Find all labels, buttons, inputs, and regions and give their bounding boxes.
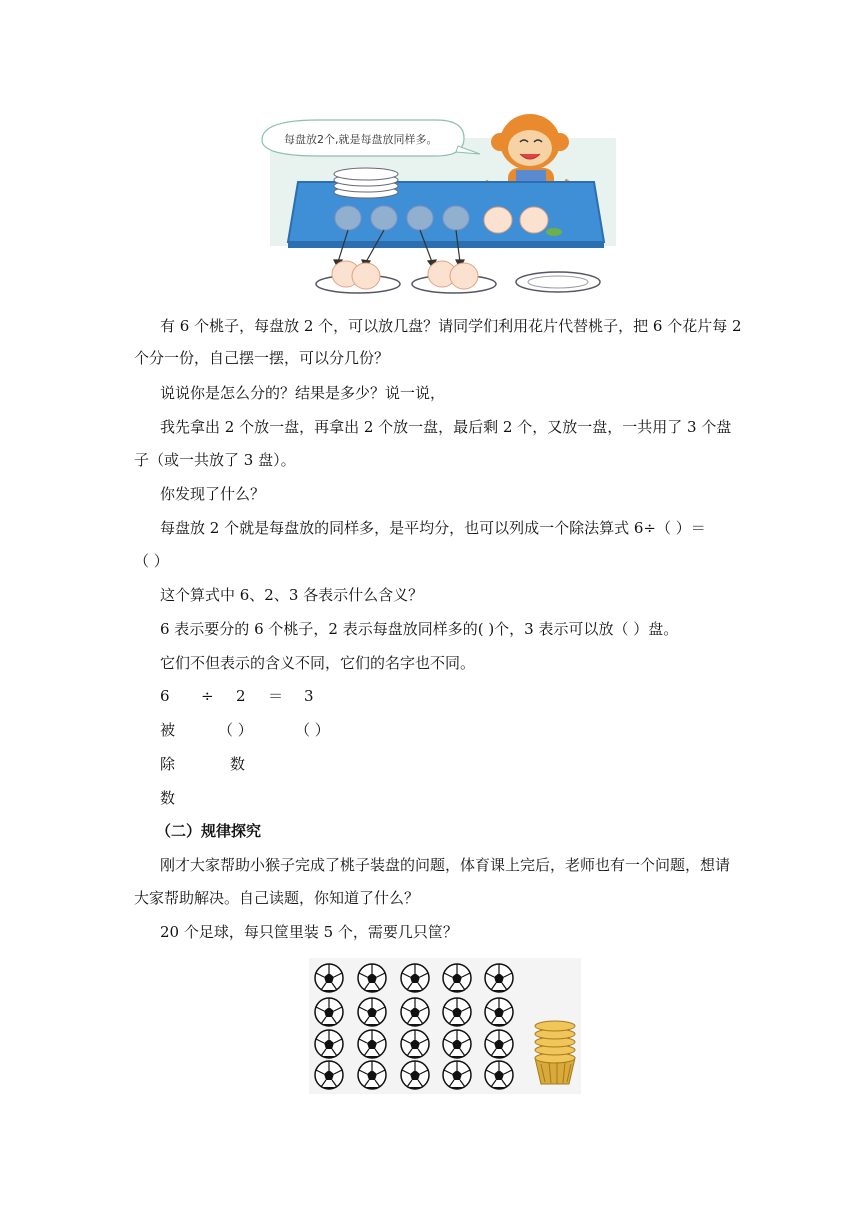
soccer-ball-icon	[358, 1030, 386, 1059]
name-divisor-blank: （ ）	[218, 721, 253, 739]
equation-dividend: 6	[160, 687, 170, 705]
name-quotient-blank: （ ）	[295, 721, 330, 739]
paragraph-9-line2: 大家帮助解决。自己读题，你知道了什么？	[134, 889, 420, 907]
paragraph-4: 你发现了什么？	[160, 485, 266, 503]
soccer-ball-icon	[443, 1061, 471, 1090]
plate-with-peaches-2	[412, 261, 496, 293]
name-dividend-char3: 数	[160, 789, 176, 807]
paragraph-8: 它们不但表示的含义不同，它们的名字也不同。	[160, 654, 476, 672]
soccer-ball-icon	[443, 1030, 471, 1059]
monkey-peaches-illustration	[258, 102, 620, 298]
soccer-ball-icon	[485, 1030, 513, 1059]
equation-divide-sign: ÷	[201, 687, 214, 705]
paragraph-3-line1: 我先拿出 2 个放一盘，再拿出 2 个放一盘，最后剩 2 个，又放一盘，一共用了 3 个盘	[160, 418, 732, 436]
soccer-ball-icon	[401, 1030, 429, 1059]
equation-divisor: 2	[236, 687, 246, 705]
name-dividend-char1: 被	[160, 721, 176, 739]
soccer-balls-illustration	[309, 958, 581, 1094]
soccer-ball-icon	[315, 998, 343, 1027]
soccer-ball-icon	[485, 998, 513, 1027]
soccer-ball-icon	[401, 1061, 429, 1090]
paragraph-9-line1: 刚才大家帮助小猴子完成了桃子装盘的问题，体育课上完后，老师也有一个问题，想请	[160, 856, 731, 874]
soccer-ball-icon	[358, 964, 386, 993]
paragraph-3-line2: 子（或一共放了 3 盘）。	[134, 451, 296, 469]
section-heading: （二）规律探究	[156, 822, 262, 840]
soccer-ball-icon	[401, 964, 429, 993]
soccer-ball-icon	[315, 1030, 343, 1059]
plate-stack-icon	[334, 168, 398, 198]
plate-with-peaches-1	[316, 261, 400, 293]
soccer-ball-icon	[443, 964, 471, 993]
paragraph-1-line2: 个分一份，自己摆一摆，可以分几份？	[134, 349, 390, 367]
soccer-ball-icon	[401, 998, 429, 1027]
soccer-ball-icon	[485, 964, 513, 993]
name-dividend-char2: 除	[160, 755, 176, 773]
empty-plate	[516, 272, 600, 292]
soccer-ball-icon	[485, 1061, 513, 1090]
soccer-ball-icon	[443, 998, 471, 1027]
paragraph-6: 这个算式中 6、2、3 各表示什么含义？	[160, 586, 424, 604]
paragraph-5-line1: 每盘放 2 个就是每盘放的同样多，是平均分，也可以列成一个除法算式 6÷（ ）＝	[160, 519, 706, 537]
basket-stack-icon	[535, 1021, 575, 1084]
paragraph-10: 20 个足球，每只筐里装 5 个，需要几只筐？	[160, 923, 458, 941]
paragraph-5-line2: （ ）	[134, 552, 169, 570]
soccer-ball-icon	[315, 1061, 343, 1090]
speech-bubble-text: 每盘放2个,就是每盘放同样多。	[284, 133, 438, 146]
name-divisor-char: 数	[230, 755, 246, 773]
soccer-ball-icon	[358, 998, 386, 1027]
soccer-ball-icon	[315, 964, 343, 993]
paragraph-7: 6 表示要分的 6 个桃子，2 表示每盘放同样多的( )个，3 表示可以放（ ）盘。	[160, 620, 679, 638]
soccer-ball-icon	[358, 1061, 386, 1090]
paragraph-2: 说说你是怎么分的？结果是多少？说一说，	[160, 384, 446, 402]
paragraph-1-line1: 有 6 个桃子，每盘放 2 个，可以放几盘？请同学们利用花片代替桃子，把 6 个花片每 2	[160, 317, 742, 335]
equation-equals-sign: ＝	[268, 687, 284, 705]
equation-quotient: 3	[304, 687, 314, 705]
